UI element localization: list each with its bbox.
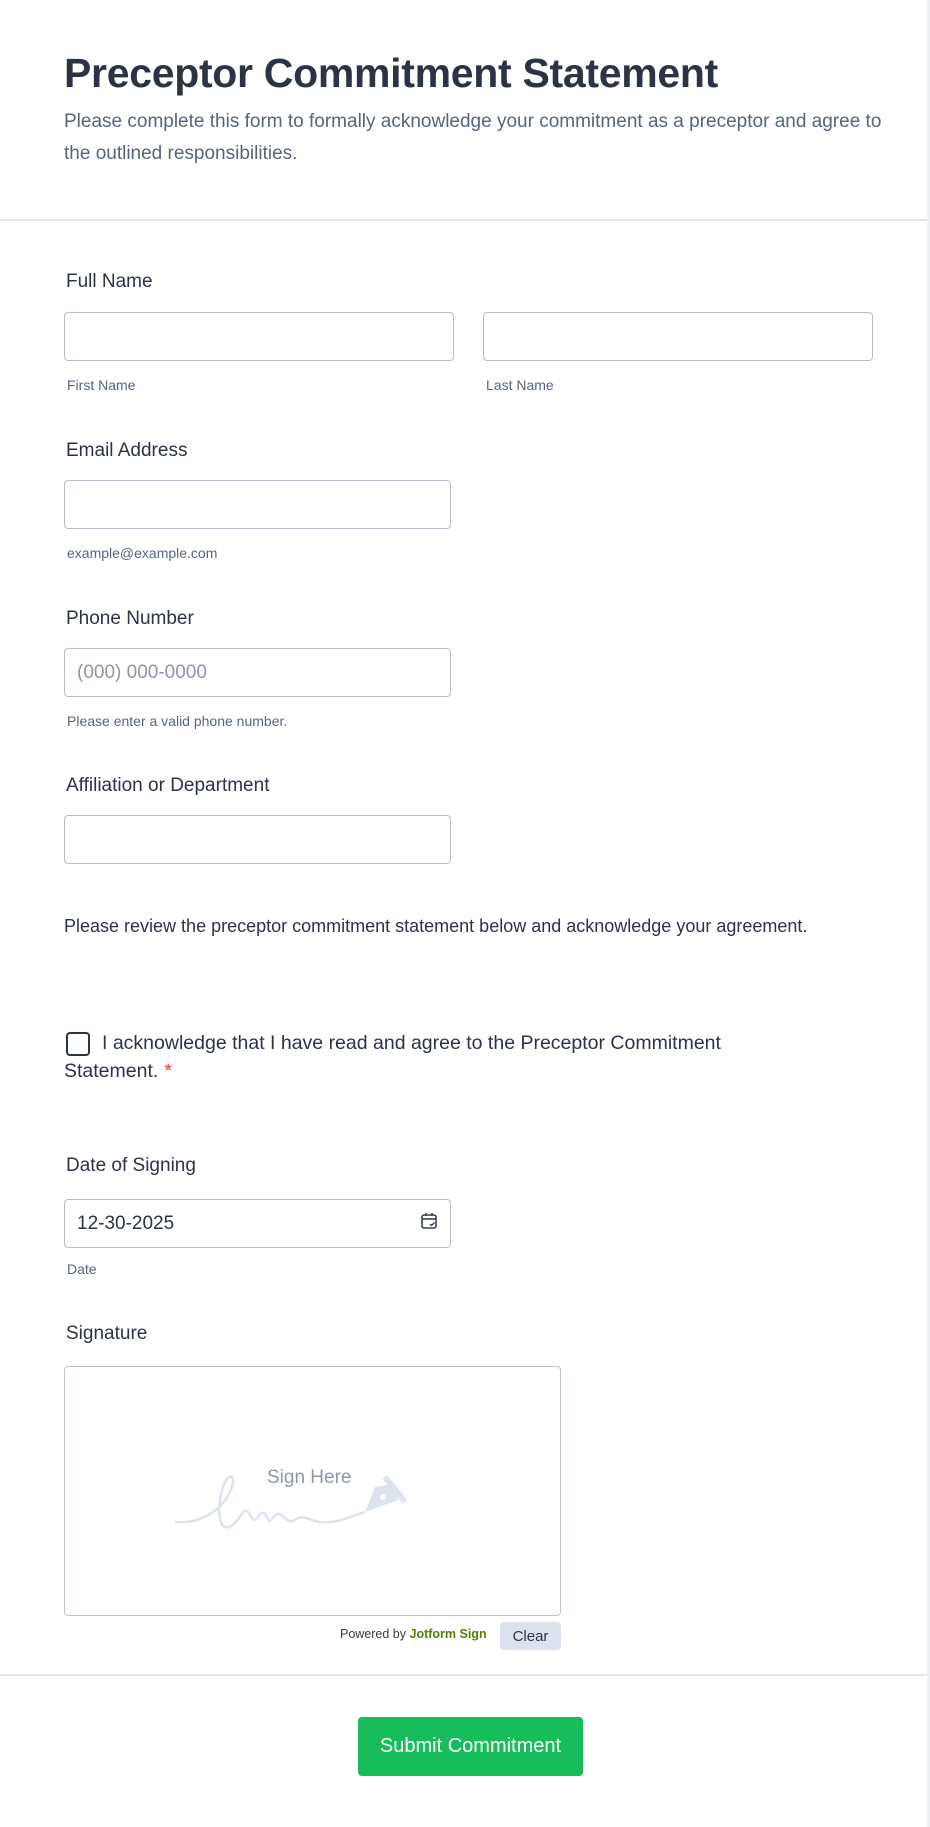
email-label: Email Address [66,440,188,461]
full-name-label: Full Name [66,271,153,292]
last-name-sublabel: Last Name [486,377,554,393]
signature-label: Signature [66,1323,148,1344]
form-title: Preceptor Commitment Statement [64,50,718,96]
powered-by [340,1627,487,1641]
date-input[interactable] [64,1199,451,1248]
acknowledge-label [64,1029,824,1085]
review-text: Please review the preceptor commitment statement below and acknowledge your agreement. [64,916,808,936]
signature-scribble-icon [170,1462,450,1542]
required-mark: * [164,1060,172,1082]
email-sublabel: example@example.com [67,545,218,561]
date-value: 12-30-2025 [77,1212,175,1234]
last-name-input[interactable] [483,312,873,361]
header-divider [0,219,927,221]
email-input[interactable] [64,480,451,529]
phone-input[interactable] [64,648,451,697]
signature-pad[interactable] [64,1366,561,1616]
phone-sublabel: Please enter a valid phone number. [67,713,288,729]
first-name-input[interactable] [64,312,454,361]
jotform-sign-brand: Jotform Sign [409,1627,487,1641]
phone-label: Phone Number [66,608,194,629]
date-sublabel: Date [67,1261,97,1277]
footer-divider [0,1674,927,1676]
submit-button[interactable]: Submit Commitment [358,1717,583,1776]
calendar-icon[interactable] [420,1212,438,1236]
affiliation-label: Affiliation or Department [66,775,270,796]
first-name-sublabel: First Name [67,377,136,393]
form-subtitle: Please complete this form to formally acknowledge your commitment as a preceptor and agree to the outlined responsibilities. [64,111,882,164]
affiliation-input[interactable] [64,815,451,864]
phone-placeholder: (000) 000-0000 [77,661,207,683]
clear-signature-button[interactable]: Clear [500,1622,561,1650]
acknowledge-text: I acknowledge that I have read and agree to the Preceptor Commitment Statement. [64,1032,721,1082]
sign-here-placeholder: Sign Here [267,1467,352,1488]
powered-by-text: Powered by [340,1627,407,1641]
date-label: Date of Signing [66,1155,196,1176]
